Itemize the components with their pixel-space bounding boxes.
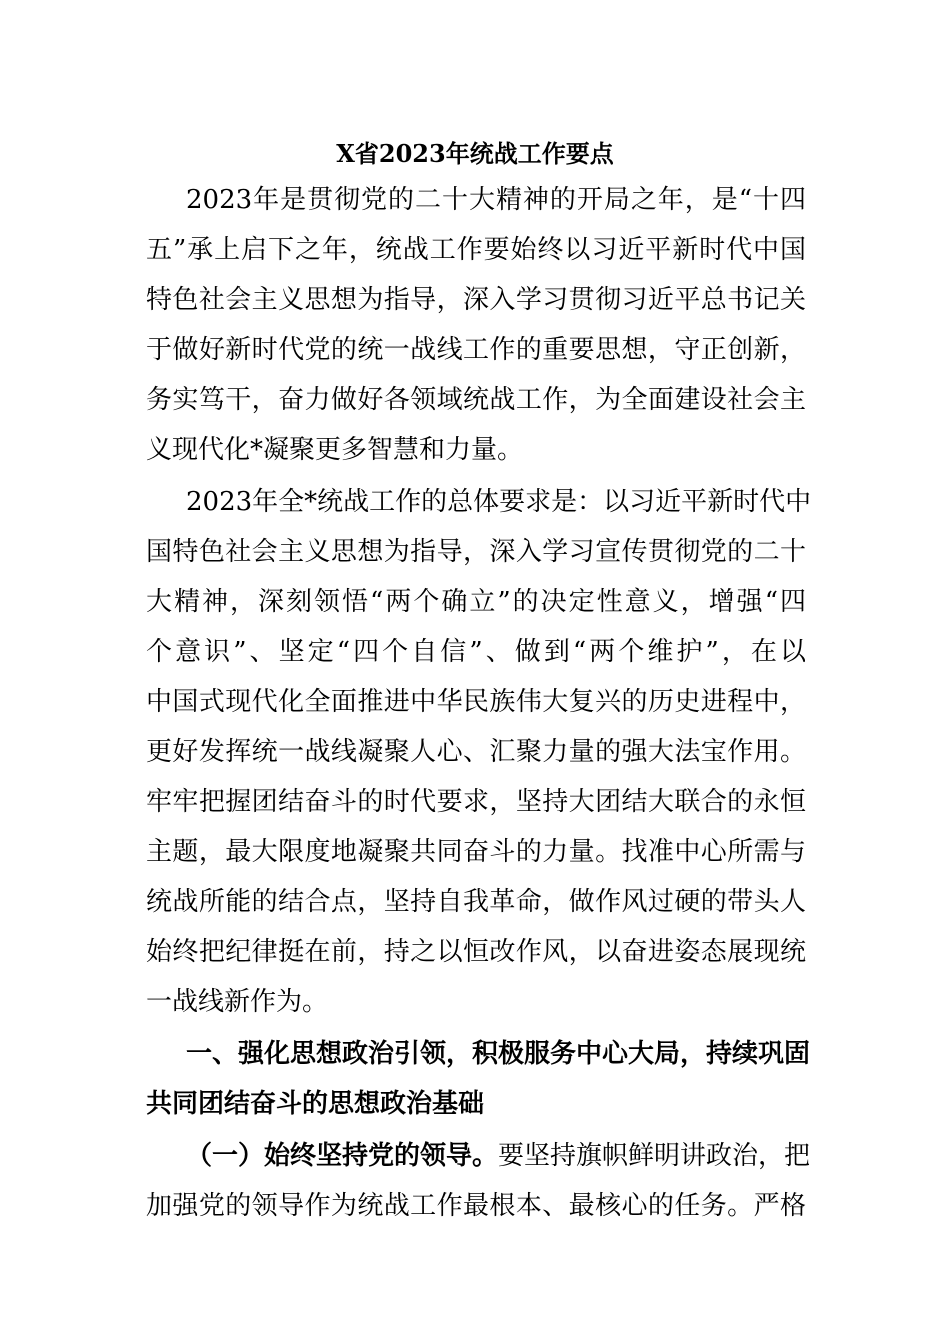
subsection-lead: （一）始终坚持党的领导。 [186, 1141, 499, 1171]
paragraph-2-line-10: 始终把纪律挺在前，持之以恒改作风，以奋进姿态展现统 [146, 937, 806, 967]
paragraph-2-line-4: 个意识”、坚定“四个自信”、做到“两个维护”，在以 [146, 637, 806, 667]
paragraph-2-line-11: 一战线新作为。 [146, 987, 329, 1017]
paragraph-2-line-1: 2023年全*统战工作的总体要求是：以习近平新时代中 [186, 487, 812, 517]
paragraph-1-line-4: 于做好新时代党的统一战线工作的重要思想，守正创新， [146, 335, 806, 365]
paragraph-3-line-1 [186, 1136, 811, 1176]
paragraph-1-line-3: 特色社会主义思想为指导，深入学习贯彻习近平总书记关 [146, 285, 806, 315]
paragraph-2-line-8: 主题，最大限度地凝聚共同奋斗的力量。找准中心所需与 [146, 837, 806, 867]
paragraph-1-line-5: 务实笃干，奋力做好各领域统战工作，为全面建设社会主 [146, 385, 806, 415]
paragraph-2-line-2: 国特色社会主义思想为指导，深入学习宣传贯彻党的二十 [146, 537, 806, 567]
section-heading-1-line-2: 共同团结奋斗的思想政治基础 [146, 1089, 485, 1119]
paragraph-2-line-5: 中国式现代化全面推进中华民族伟大复兴的历史进程中， [146, 687, 806, 717]
paragraph-3-line-2: 加强党的领导作为统战工作最根本、最核心的任务。严格 [146, 1191, 806, 1221]
paragraph-1-line-6: 义现代化*凝聚更多智慧和力量。 [146, 435, 524, 465]
paragraph-2-line-3: 大精神，深刻领悟“两个确立”的决定性意义，增强“四 [146, 587, 806, 617]
paragraph-2-line-9: 统战所能的结合点，坚持自我革命，做作风过硬的带头人 [146, 887, 806, 917]
paragraph-1-line-1: 2023年是贯彻党的二十大精神的开局之年，是“十四 [186, 185, 806, 215]
paragraph-2-line-6: 更好发挥统一战线凝聚人心、汇聚力量的强大法宝作用。 [146, 737, 806, 767]
document-title: X省2023年统战工作要点 [336, 139, 614, 168]
section-heading-1-line-1: 一、强化思想政治引领，积极服务中心大局，持续巩固 [186, 1039, 811, 1069]
paragraph-3-line-1-rest: 要坚持旗帜鲜明讲政治，把 [498, 1141, 811, 1171]
paragraph-1-line-2: 五”承上启下之年，统战工作要始终以习近平新时代中国 [146, 235, 806, 265]
paragraph-2-line-7: 牢牢把握团结奋斗的时代要求，坚持大团结大联合的永恒 [146, 787, 806, 817]
